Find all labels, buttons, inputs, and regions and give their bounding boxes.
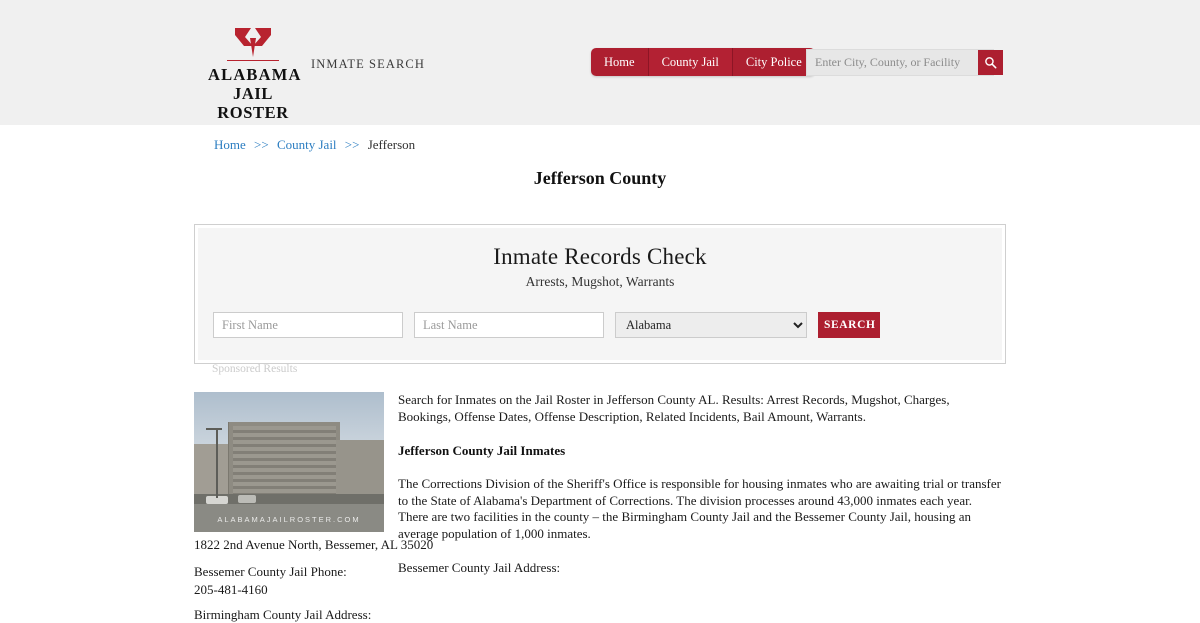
birmingham-address-label: Birmingham County Jail Address:	[194, 607, 372, 622]
primary-nav	[591, 48, 815, 76]
state-select[interactable]	[615, 312, 807, 338]
nav-home[interactable]: Home	[591, 48, 649, 76]
nav-county-jail[interactable]: County Jail	[649, 48, 733, 76]
section-heading: Jefferson County Jail Inmates	[398, 443, 566, 458]
breadcrumb-home[interactable]: Home	[214, 137, 246, 152]
photo-building-main	[228, 422, 340, 494]
logo-ribbon-icon	[208, 26, 298, 58]
breadcrumb	[214, 137, 415, 153]
page-title: Jefferson County	[533, 168, 667, 188]
logo-line-1: ALABAMA	[208, 65, 302, 84]
site-tagline: INMATE SEARCH	[311, 57, 425, 71]
photo-car-2	[238, 495, 256, 503]
site-header	[0, 0, 1200, 125]
records-search-button[interactable]: SEARCH	[818, 312, 880, 338]
jail-photo	[194, 392, 384, 532]
photo-light-pole	[216, 428, 218, 498]
article-column	[398, 392, 1004, 595]
body-paragraph: The Corrections Division of the Sheriff's Office is responsible for housing inmates who are awaiting trial or transfer to the State of Alabama's Department of Corrections. The division processes around 43,000 inmates each year. There are two facilities in the county – the Birmingham County Jail and the Bessemer County Jail, housing an average population of 1,000 inmates.	[398, 476, 1001, 541]
header-search	[806, 49, 994, 76]
site-logo[interactable]	[208, 26, 302, 123]
bessemer-phone-label: Bessemer County Jail Phone:	[194, 564, 347, 579]
photo-light-pole-arm	[206, 428, 222, 430]
first-name-input[interactable]	[213, 312, 403, 338]
records-card-title: Inmate Records Check	[493, 244, 707, 269]
bessemer-phone-number: 205-481-4160	[194, 582, 268, 597]
search-input[interactable]	[807, 50, 978, 75]
logo-divider	[227, 60, 279, 61]
breadcrumb-separator-2: >>	[344, 137, 360, 152]
sponsored-results-label: Sponsored Results	[212, 363, 298, 375]
intro-paragraph: Search for Inmates on the Jail Roster in Jefferson County AL. Results: Arrest Records, Mugshot, Charges, Bookings, Offense Dates, Offense Description, Related Incidents, Bail Amount, Warrants.	[398, 392, 950, 424]
logo-line-2: JAIL ROSTER	[217, 83, 289, 122]
photo-building-right	[336, 440, 384, 494]
breadcrumb-separator-1: >>	[254, 137, 269, 152]
search-submit-button[interactable]	[978, 50, 1003, 75]
records-card-subtitle: Arrests, Mugshot, Warrants	[525, 274, 675, 289]
nav-city-police[interactable]: City Police	[733, 48, 815, 76]
breadcrumb-current: Jefferson	[367, 137, 416, 152]
photo-watermark: ALABAMAJAILROSTER.COM	[217, 515, 361, 524]
records-search-form	[195, 312, 1005, 338]
inmate-records-check-card	[194, 224, 1006, 364]
breadcrumb-county-jail[interactable]: County Jail	[276, 137, 337, 152]
bessemer-address-label: Bessemer County Jail Address:	[398, 560, 561, 575]
search-icon	[984, 56, 997, 69]
bessemer-address: 1822 2nd Avenue North, Bessemer, AL 35020	[194, 537, 434, 552]
last-name-input[interactable]	[414, 312, 604, 338]
